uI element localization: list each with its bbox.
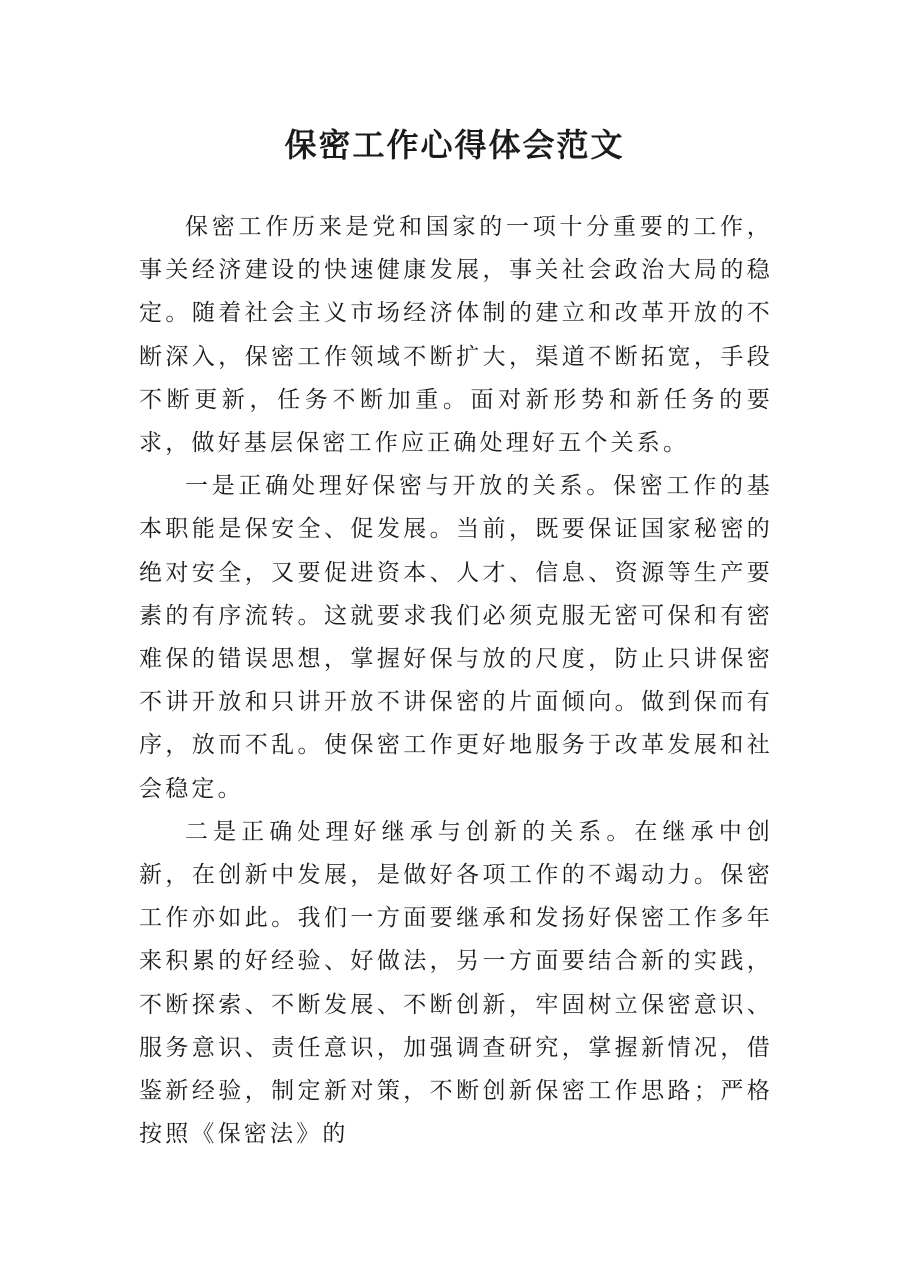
- document-body: [139, 206, 773, 1156]
- paragraph-intro: 保密工作历来是党和国家的一项十分重要的工作，事关经济建设的快速健康发展，事关社会政治大局的稳定。随着社会主义市场经济体制的建立和改革开放的不断深入，保密工作领域不断扩大，渠道不断拓宽，手段不断更新，任务不断加重。面对新形势和新任务的要求，做好基层保密工作应正确处理好五个关系。: [139, 214, 773, 457]
- paragraph-innovation: 二是正确处理好继承与创新的关系。在继承中创新，在创新中发展，是做好各项工作的不竭动力。保密工作亦如此。我们一方面要继承和发扬好保密工作多年来积累的好经验、好做法，另一方面要结合新的实践，不断探索、不断发展、不断创新，牢固树立保密意识、服务意识、责任意识，加强调查研究，掌握新情况，借鉴新经验，制定新对策，不断创新保密工作思路；严格按照《保密法》的: [139, 818, 773, 1148]
- document-title: 保密工作心得体会范文: [284, 126, 625, 164]
- paragraph-openness: 一是正确处理好保密与开放的关系。保密工作的基本职能是保安全、促发展。当前，既要保证国家秘密的绝对安全，又要促进资本、人才、信息、资源等生产要素的有序流转。这就要求我们必须克服无密可保和有密难保的错误思想，掌握好保与放的尺度，防止只讲保密不讲开放和只讲开放不讲保密的片面倾向。做到保而有序，放而不乱。使保密工作更好地服务于改革发展和社会稳定。: [139, 473, 773, 802]
